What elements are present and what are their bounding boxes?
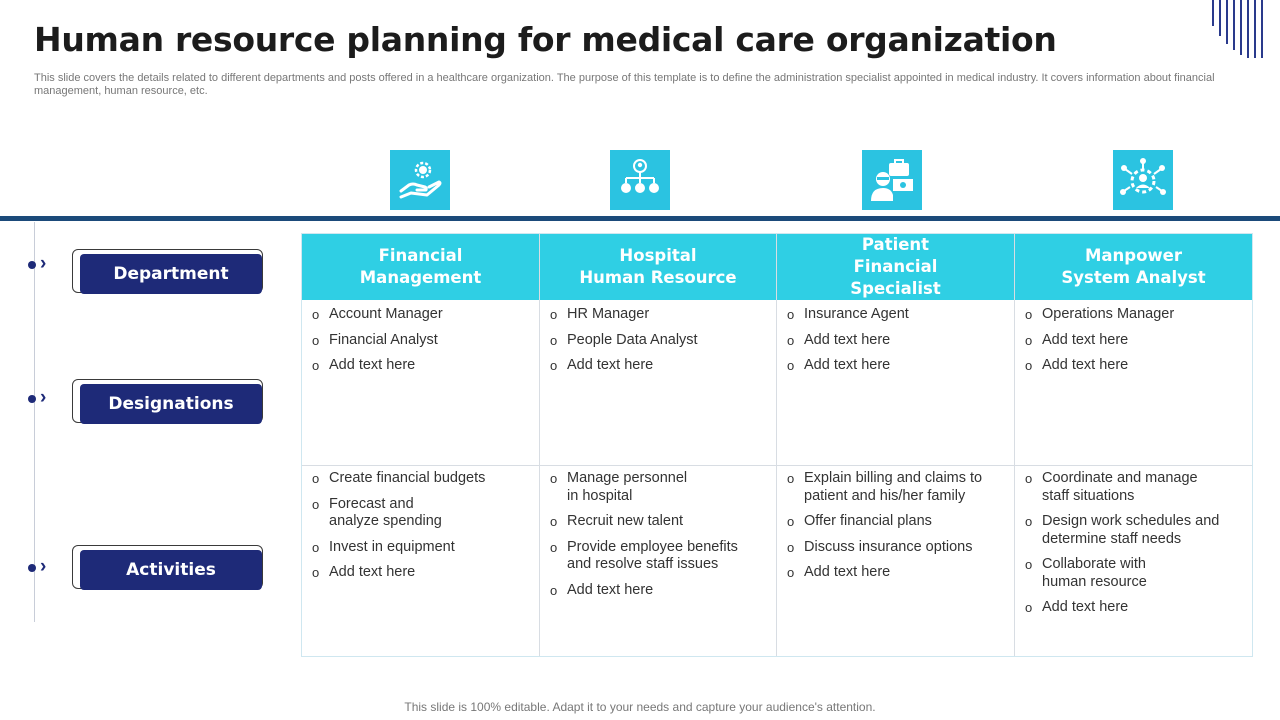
list-item: o Recruit new talent [540,513,766,531]
designations-cell [540,306,766,383]
row-label-designations: Designations [80,384,262,424]
list-item: o Invest in equipment [302,539,528,557]
section-divider [0,216,1280,221]
column-header: Patient Financial Specialist [777,234,1014,300]
row-label-activities: Activities [80,550,262,590]
list-item: o Operations Manager [1015,306,1241,324]
list-item: o Coordinate and manage staff situations [1015,470,1241,505]
designations-cell [302,306,528,383]
timeline-dot [28,395,36,403]
row-divider [302,465,1252,466]
designations-cell [1015,306,1241,383]
slide-footer: This slide is 100% editable. Adapt it to your needs and capture your audience's attention. [404,700,876,714]
list-item: o Add text here [1015,357,1241,375]
list-item: o Provide employee benefits and resolve staff issues [540,539,766,574]
network-gear-person-icon [1113,150,1173,210]
activities-cell [302,470,528,590]
timeline-dot [28,261,36,269]
row-label-department: Department [80,254,262,294]
timeline-line [34,222,35,622]
hand-with-gear-dollar-icon [390,150,450,210]
column-header: Hospital Human Resource [540,234,776,300]
list-item: o Add text here [302,357,528,375]
list-item: o Manage personnel in hospital [540,470,766,505]
list-item: o Add text here [1015,332,1241,350]
designations-cell [777,306,1003,383]
list-item: o Account Manager [302,306,528,324]
list-item: o Add text here [540,582,766,600]
list-item: o Add text here [302,564,528,582]
list-item: o Add text here [540,357,766,375]
activities-cell [777,470,1003,590]
list-item: o Collaborate with human resource [1015,556,1241,591]
list-item: o People Data Analyst [540,332,766,350]
planning-table [301,233,1253,657]
column-header: Manpower System Analyst [1015,234,1252,300]
slide-subtitle: This slide covers the details related to different departments and posts offered in a healthcare organization. The purpose of this template is to define the administration specialist appointed in medical industry. It covers information about financial management, human resource, etc. [34,72,1215,97]
chevron-right-icon: › [40,387,47,408]
agent-with-briefcase-cash-icon [862,150,922,210]
column-header: Financial Management [302,234,539,300]
list-item: o Add text here [777,357,1003,375]
list-item: o Design work schedules and determine staff needs [1015,513,1241,548]
list-item: o Insurance Agent [777,306,1003,324]
activities-cell [1015,470,1241,625]
chevron-right-icon: › [40,253,47,274]
org-chart-icon [610,150,670,210]
list-item: o Forecast and analyze spending [302,496,528,531]
list-item: o Explain billing and claims to patient and his/her family [777,470,1003,505]
activities-cell [540,470,766,607]
list-item: o Add text here [777,564,1003,582]
list-item: o HR Manager [540,306,766,324]
chevron-right-icon: › [40,556,47,577]
slide-title: Human resource planning for medical care organization [34,20,1057,59]
list-item: o Add text here [1015,599,1241,617]
list-item: o Financial Analyst [302,332,528,350]
list-item: o Create financial budgets [302,470,528,488]
decorative-stripes [1212,0,1268,58]
column-divider [776,234,777,656]
list-item: o Offer financial plans [777,513,1003,531]
list-item: o Add text here [777,332,1003,350]
timeline-dot [28,564,36,572]
list-item: o Discuss insurance options [777,539,1003,557]
